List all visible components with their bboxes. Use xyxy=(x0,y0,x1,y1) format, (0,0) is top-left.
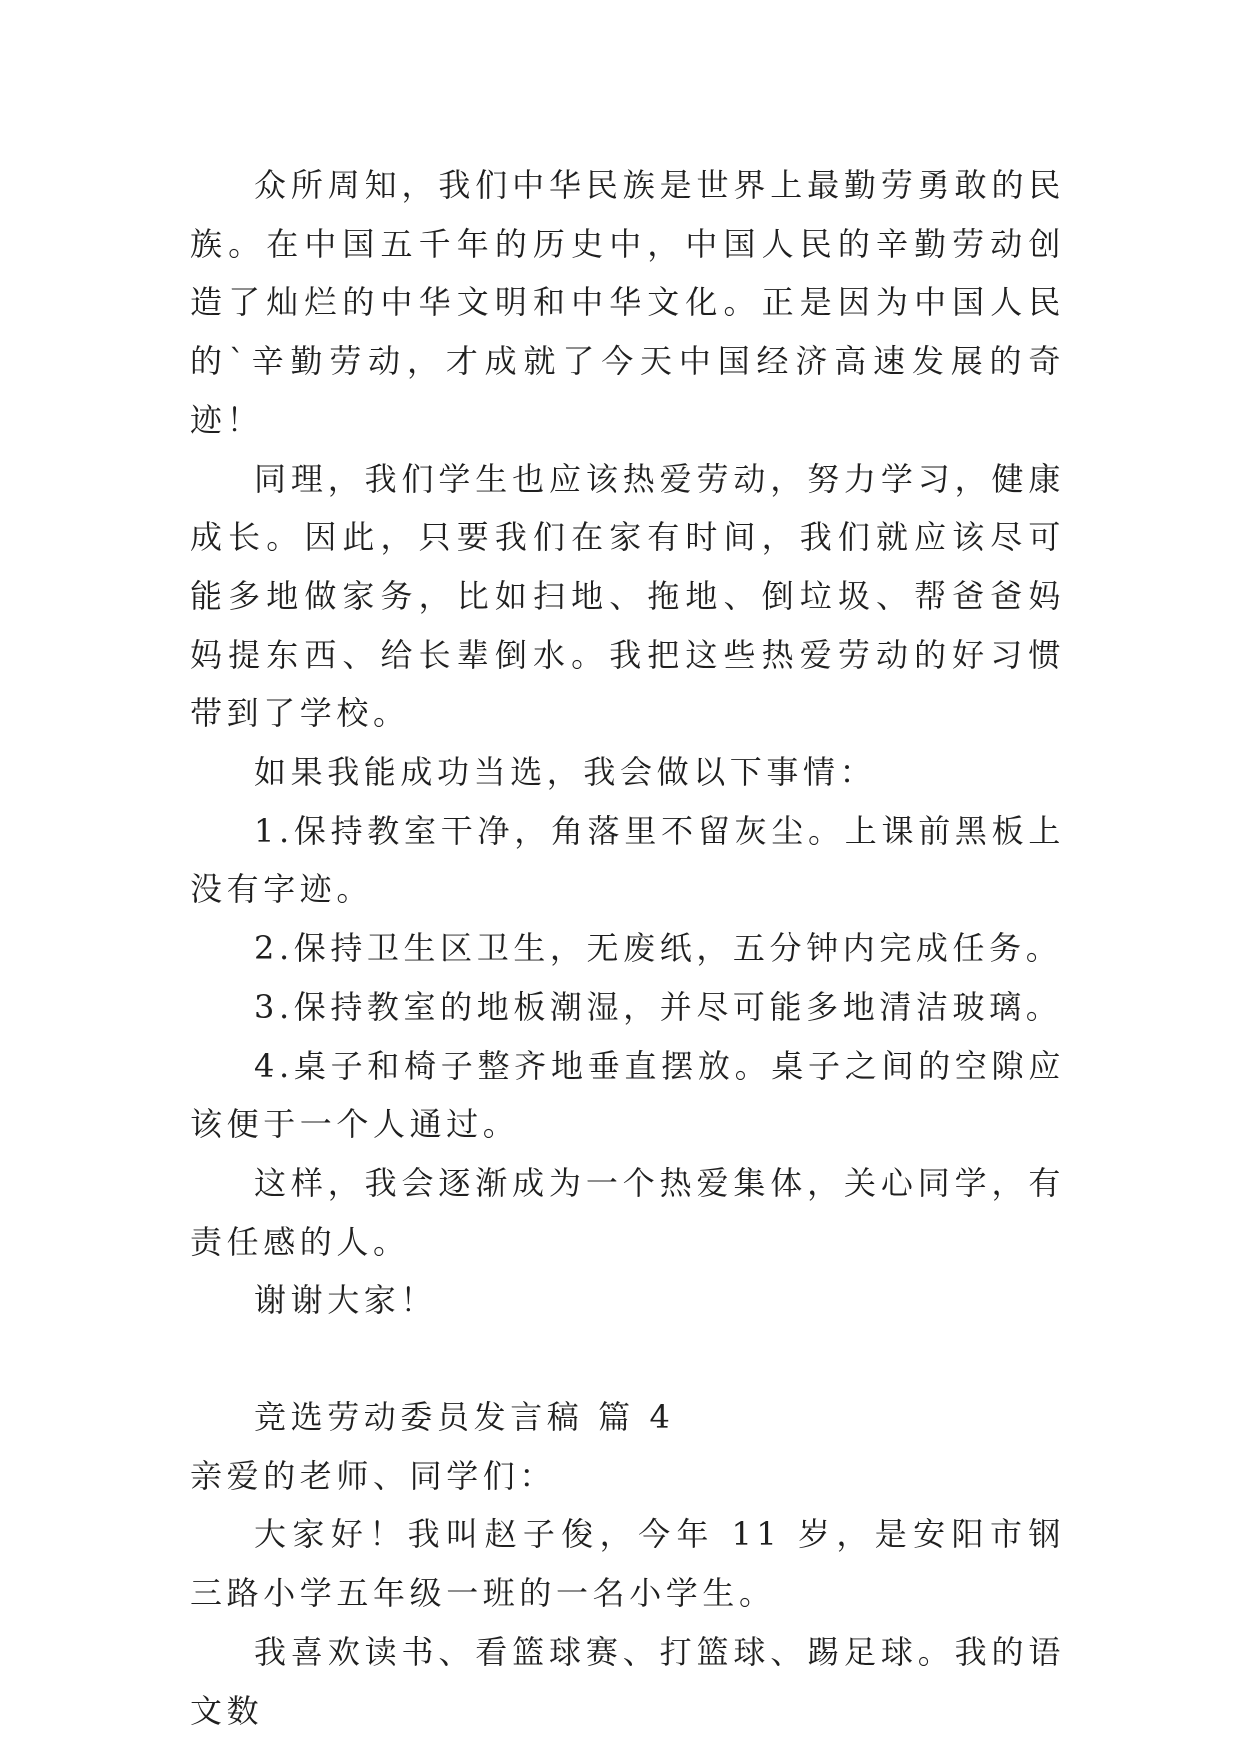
paragraph-conclusion: 这样，我会逐渐成为一个热爱集体，关心同学，有责任感的人。 xyxy=(190,1163,1065,1261)
list-item-3: 3.保持教室的地板潮湿，并尽可能多地清洁玻璃。 xyxy=(254,987,1063,1026)
paragraph-greeting: 大家好！我叫赵子俊，今年 11 岁，是安阳市钢三路小学五年级一班的一名小学生。 xyxy=(190,1515,1065,1613)
list-item-1: 1.保持教室干净，角落里不留灰尘。上课前黑板上没有字迹。 xyxy=(190,811,1065,909)
paragraph-intro: 众所周知，我们中华民族是世界上最勤劳勇敢的民族。在中国五千年的历史中，中国人民的辛勤劳动创造了灿烂的中华文明和中华文化。正是因为中国人民的`辛勤劳动，才成就了今天中国经济高速发展的奇迹！ xyxy=(190,166,1065,439)
list-item-2: 2.保持卫生区卫生，无废纸，五分钟内完成任务。 xyxy=(254,929,1063,968)
paragraph-plan-intro: 如果我能成功当选，我会做以下事情： xyxy=(254,753,877,792)
salutation: 亲爱的老师、同学们： xyxy=(190,1456,557,1495)
section-heading: 竞选劳动委员发言稿 篇 4 xyxy=(254,1398,675,1437)
document-body xyxy=(190,156,1065,1740)
paragraph-thanks: 谢谢大家！ xyxy=(254,1281,438,1320)
list-item-4: 4.桌子和椅子整齐地垂直摆放。桌子之间的空隙应该便于一个人通过。 xyxy=(190,1046,1065,1144)
paragraph-students: 同理，我们学生也应该热爱劳动，努力学习，健康成长。因此，只要我们在家有时间，我们就应该尽可能多地做家务，比如扫地、拖地、倒垃圾、帮爸爸妈妈提东西、给长辈倒水。我把这些热爱劳动的好习惯带到了学校。 xyxy=(190,459,1065,733)
paragraph-hobbies: 我喜欢读书、看篮球赛、打篮球、踢足球。我的语文数 xyxy=(190,1632,1065,1730)
